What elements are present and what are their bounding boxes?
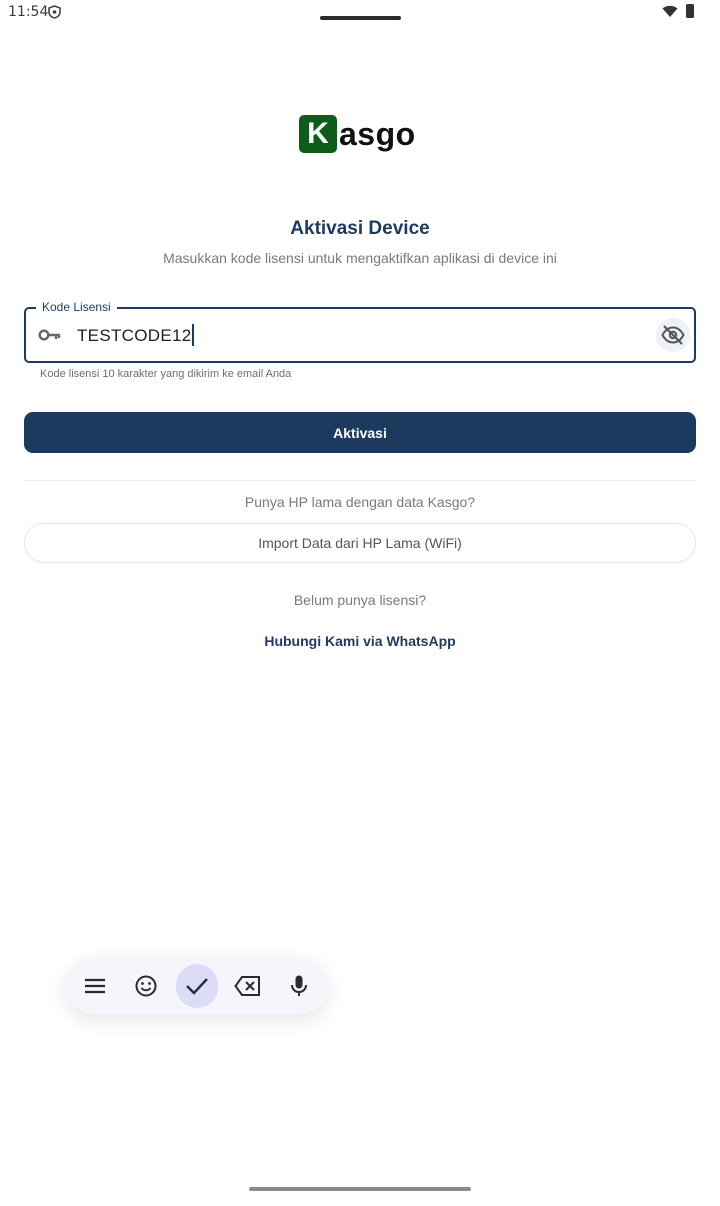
license-field-label: Kode Lisensi <box>36 300 117 314</box>
no-license-question: Belum punya lisensi? <box>293 592 427 608</box>
status-time: 11:54 <box>8 4 49 20</box>
battery-icon <box>686 4 694 18</box>
shield-icon <box>48 5 61 19</box>
license-input[interactable]: TESTCODE12 <box>77 326 194 346</box>
camera-cutout-handle <box>320 16 401 20</box>
text-caret <box>192 324 194 346</box>
logo-text: asgo <box>339 115 416 152</box>
done-button[interactable] <box>176 964 219 1008</box>
activate-button[interactable]: Aktivasi <box>24 412 696 453</box>
backspace-button[interactable] <box>226 964 269 1008</box>
menu-icon <box>84 977 106 995</box>
keyboard-toolbar <box>66 958 328 1014</box>
import-data-button[interactable]: Import Data dari HP Lama (WiFi) <box>24 523 696 563</box>
wifi-icon <box>662 5 678 18</box>
backspace-icon <box>234 975 262 997</box>
page-subtitle: Masukkan kode lisensi untuk mengaktifkan aplikasi di device ini <box>163 250 557 266</box>
gesture-navigation-bar[interactable] <box>249 1187 471 1191</box>
old-phone-question: Punya HP lama dengan data Kasgo? <box>244 494 476 510</box>
license-helper-text: Kode lisensi 10 karakter yang dikirim ke email Anda <box>40 368 292 380</box>
menu-button[interactable] <box>74 964 117 1008</box>
kasgo-logo <box>299 114 416 154</box>
check-icon <box>185 976 209 996</box>
mic-icon <box>290 974 308 998</box>
key-icon <box>38 326 62 344</box>
toggle-visibility-button[interactable] <box>656 318 690 352</box>
emoji-icon <box>134 974 158 998</box>
voice-input-button[interactable] <box>277 964 320 1008</box>
divider <box>24 480 696 481</box>
page-title: Aktivasi Device <box>290 218 430 239</box>
status-bar <box>0 0 720 28</box>
logo-badge: K <box>299 115 337 153</box>
whatsapp-contact-link[interactable]: Hubungi Kami via WhatsApp <box>264 633 456 649</box>
license-code-field[interactable] <box>24 300 696 363</box>
eye-off-icon <box>661 324 685 346</box>
emoji-button[interactable] <box>125 964 168 1008</box>
